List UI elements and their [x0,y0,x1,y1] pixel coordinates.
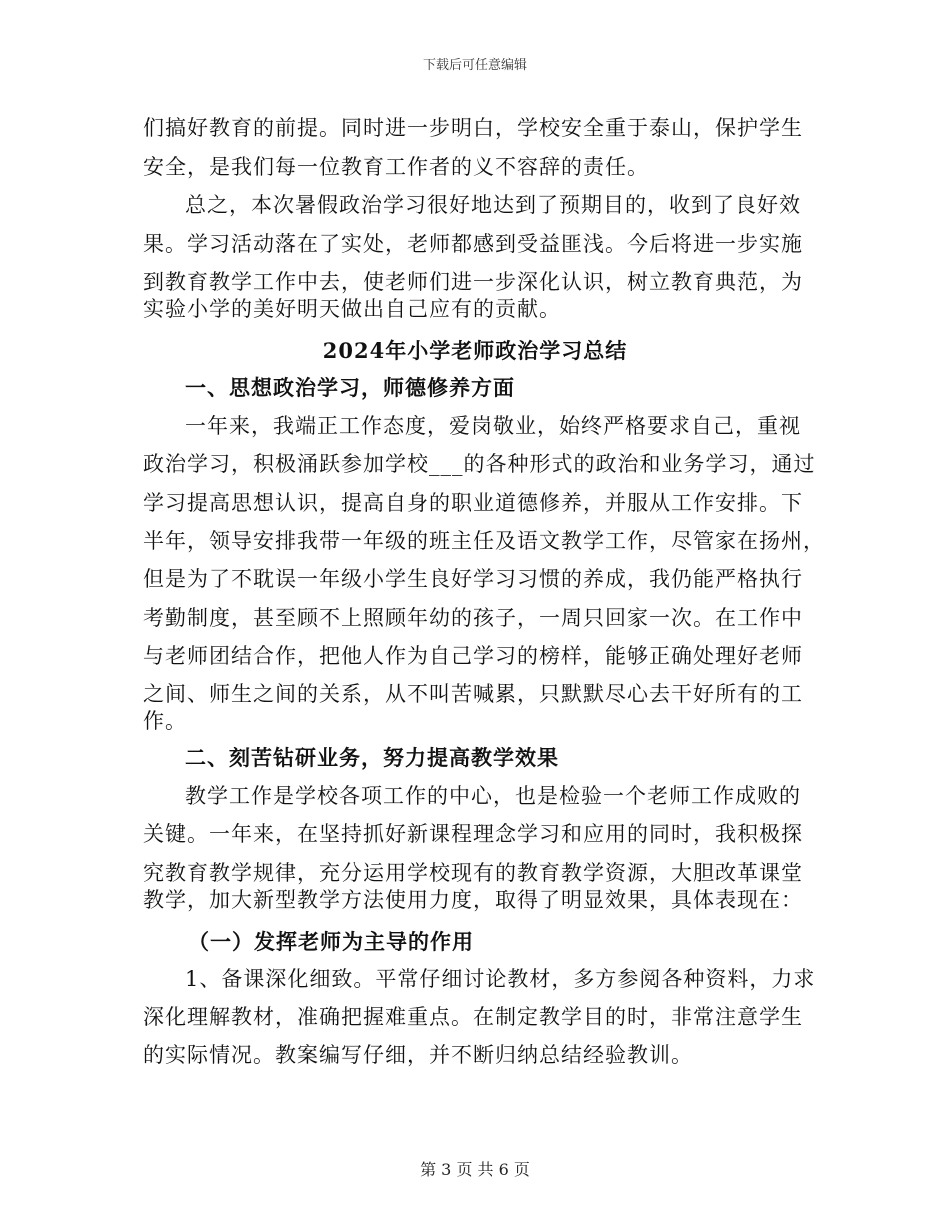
paragraph-line: 1、备课深化细致。平常仔细讨论教材，多方参阅各种资料，力求 [185,967,816,991]
paragraph-line: 安全，是我们每一位教育工作者的义不容辞的责任。 [143,155,649,179]
page-header: 下载后可任意编辑 [422,58,527,73]
subsection-heading: （一）发挥老师为主导的作用 [188,929,474,954]
paragraph-line: 到教育教学工作中去，使老师们进一步深化认识，树立教育典范，为 [143,270,803,294]
paragraph-line: 与老师团结合作，把他人作为自己学习的榜样，能够正确处理好老师 [143,644,803,668]
section-heading-1: 一、思想政治学习，师德修养方面 [185,375,515,400]
paragraph-line: 一年来，我端正工作态度，爱岗敬业，始终严格要求自己，重视 [185,414,801,438]
paragraph-line: 实验小学的美好明天做出自己应有的贡献。 [143,297,561,321]
paragraph-line: 关键。一年来，在坚持抓好新课程理念学习和应用的同时，我积极探 [143,822,803,846]
paragraph-line: 学习提高思想认识，提高自身的职业道德修养，并服从工作安排。下 [143,491,803,515]
paragraph-line: 教学工作是学校各项工作的中心，也是检验一个老师工作成败的 [185,784,801,808]
paragraph-line: 教学，加大新型教学方法使用力度，取得了明显效果，具体表现在： [143,888,803,912]
paragraph-line: 究教育教学规律，充分运用学校现有的教育教学资源，大胆改革课堂 [143,861,803,885]
paragraph-line: 政治学习，积极涌跃参加学校___的各种形式的政治和业务学习，通过 [143,452,816,476]
paragraph-line: 半年，领导安排我带一年级的班主任及语文教学工作，尽管家在扬州， [143,529,825,553]
paragraph-line: 但是为了不耽误一年级小学生良好学习习惯的养成，我仍能严格执行 [143,567,803,591]
paragraph-line: 考勤制度，甚至顾不上照顾年幼的孩子，一周只回家一次。在工作中 [143,606,803,630]
section-heading-2: 二、刻苦钻研业务，努力提高教学效果 [185,745,559,770]
document-title: 2024年小学老师政治学习总结 [322,338,628,363]
paragraph-line: 之间、师生之间的关系，从不叫苦喊累，只默默尽心去干好所有的工 [143,682,803,706]
paragraph-line: 果。学习活动落在了实处，老师都感到受益匪浅。今后将进一步实施 [143,232,803,256]
page-number: 第 3 页 共 6 页 [420,1160,530,1179]
paragraph-line: 总之，本次暑假政治学习很好地达到了预期目的，收到了良好效 [185,193,801,217]
paragraph-line: 的实际情况。教案编写仔细，并不断归纳总结经验教训。 [143,1043,693,1067]
paragraph-line: 们搞好教育的前提。同时进一步明白，学校安全重于泰山，保护学生 [143,116,803,140]
paragraph-line: 深化理解教材，准确把握难重点。在制定教学目的时，非常注意学生 [143,1005,803,1029]
paragraph-line: 作。 [143,709,187,733]
